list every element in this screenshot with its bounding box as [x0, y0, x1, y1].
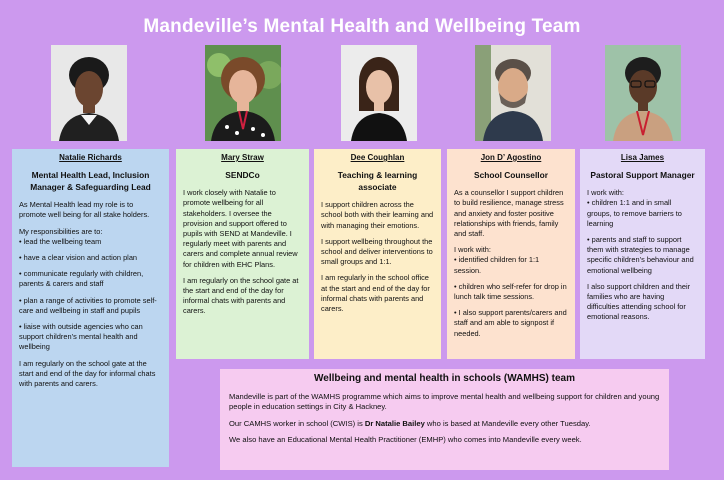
natalie-richards-photo: [51, 45, 127, 141]
mary-straw-photo: [205, 45, 281, 141]
staff-card-jon-dagostino: [447, 149, 575, 359]
staff-name: Lisa James: [620, 153, 665, 162]
page-title: Mandeville’s Mental Health and Wellbeing Team: [143, 16, 581, 37]
staff-card-natalie-richards: [12, 149, 169, 467]
work-with-label: I work with:: [454, 245, 491, 255]
cwis-name: Dr Natalie Bailey: [364, 418, 425, 428]
wamhs-paragraph: Mandeville is part of the WAMHS programme which aims to improve mental health and wellbeing support for children and young people in education settings in City & Hackney.: [229, 391, 660, 411]
staff-role: Pastoral Support Manager: [590, 170, 695, 181]
staff-name: Jon D’ Agostino: [480, 153, 542, 162]
list-item: • plan a range of activities to promote self-care and wellbeing in staff and pupils: [19, 295, 157, 315]
staff-paragraph: I work closely with Natalie to promote wellbeing for all stakeholders. I oversee the provision and support offered to pupils with SEND at Mandeville. I regularly meet with parents and carers and complete annual review for children with EHC Plans.: [183, 188, 298, 269]
lisa-james-photo: [605, 45, 681, 141]
staff-paragraph: I also support children and their families who are having difficulties attending school for emotional reasons.: [587, 281, 691, 322]
responsibilities-label: My responsibilities are to:: [19, 226, 103, 236]
wamhs-cwis-text: Our CAMHS worker in school (CWIS) is: [229, 418, 365, 428]
staff-paragraph: I support wellbeing throughout the school and deliver interventions to small groups and 1:1.: [321, 236, 433, 267]
list-item: • I also support parents/carers and staff and am able to signpost if needed.: [454, 308, 567, 338]
list-item: • lead the wellbeing team: [19, 236, 102, 246]
list-item: • children 1:1 and in small groups, to remove barriers to learning: [587, 198, 682, 228]
list-item: • children who self-refer for drop in lunch talk time sessions.: [454, 281, 567, 302]
wamhs-paragraph: We also have an Educational Mental Health Practitioner (EMHP) who comes into Mandeville every week.: [229, 435, 582, 444]
staff-role: School Counsellor: [474, 170, 548, 181]
wamhs-cwis-text-end: who is based at Mandeville every other Tuesday.: [424, 418, 591, 428]
staff-name: Mary Straw: [221, 153, 264, 162]
staff-role: Mental Health Lead, Inclusion Manager & Safeguarding Lead: [30, 170, 151, 193]
staff-paragraph: I support children across the school both with their learning and with managing their emotions.: [321, 200, 434, 230]
list-item: • liaise with outside agencies who can support children’s mental health and wellbeing: [19, 322, 143, 352]
staff-paragraph: I am regularly in the school office at the start and end of the day for informal chats with parents and carers.: [321, 273, 430, 314]
staff-intro: As Mental Health lead my role is to promote well being for all stake holders.: [19, 200, 150, 220]
staff-card-lisa-james: [580, 149, 705, 359]
dee-coughlan-photo: [341, 45, 417, 141]
list-item: • parents and staff to support them with strategies to manage specific children’s behaviour and emotional wellbeing: [587, 235, 694, 275]
wamhs-title: Wellbeing and mental health in schools (WAMHS) team: [314, 373, 575, 384]
wamhs-paragraph: [229, 419, 660, 430]
staff-paragraph: As a counsellor I support children to build resilience, manage stress and anxiety and foster positive relationships with friends, family and staff.: [454, 188, 564, 239]
list-item: • communicate regularly with children, parents & carers and staff: [19, 269, 144, 289]
staff-name: Natalie Richards: [59, 153, 122, 162]
staff-paragraph: I am regularly on the school gate at the start and end of the day for informal chats with parents and carers.: [183, 275, 299, 316]
staff-role: SENDCo: [225, 170, 260, 181]
wamhs-panel: [220, 369, 669, 470]
staff-card-mary-straw: [176, 149, 309, 359]
staff-card-dee-coughlan: [314, 149, 441, 359]
staff-role: Teaching & learning associate: [337, 170, 418, 193]
work-with-label: I work with:: [587, 188, 624, 198]
staff-name: Dee Coughlan: [350, 153, 405, 162]
staff-closing: I am regularly on the school gate at the start and end of the day for informal chats with parents and carers.: [19, 358, 156, 389]
jon-dagostino-photo: [475, 45, 551, 141]
list-item: • identified children for 1:1 session.: [454, 255, 540, 275]
list-item: • have a clear vision and action plan: [19, 253, 138, 263]
